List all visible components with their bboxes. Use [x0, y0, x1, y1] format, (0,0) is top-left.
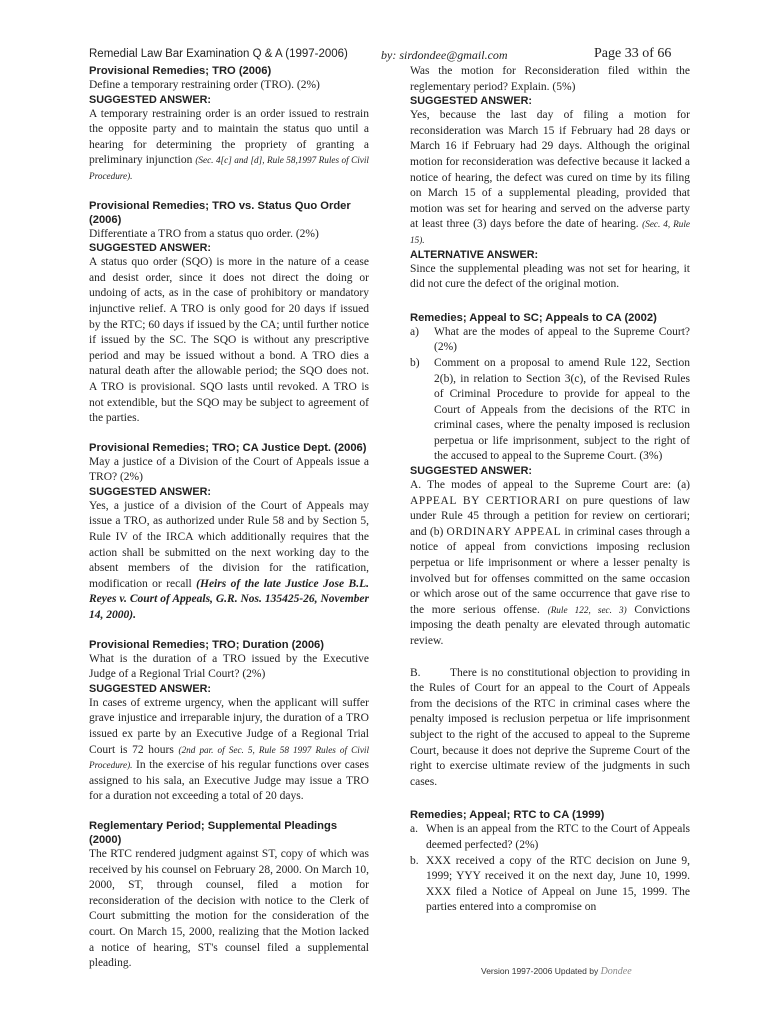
answer-body: Yes, because the last day of filing a motion for reconsideration was March 15 if February had 28 days or March 16 if February had 29 days. Although the original motion for reconsideration was defective because it lacked a notice of hearing, the defect was cured on time by its filing on March 15 of a supplemental pleading, provided that motion was set for hearing and served on the adverse party at least three (3) days before the date of hearing.: [410, 109, 690, 231]
suggested-answer-label: SUGGESTED ANSWER:: [410, 465, 532, 478]
list-item: [410, 822, 690, 853]
section-heading: Remedies; Appeal; RTC to CA (1999): [410, 809, 605, 822]
answer-body-cont: In the exercise of his regular functions over cases assigned to his sala, an Executive Judge may issue a TRO for a duration not exceeding a total of 20 days.: [89, 759, 369, 803]
spacer: [89, 624, 369, 638]
answer-body: on pure questions of law under Rule 45 through a petition for review on certiorari; and (b): [410, 494, 690, 538]
item-label: b.: [410, 854, 419, 867]
item-text: When is an appeal from the RTC to the Court of Appeals deemed perfected? (2%): [426, 823, 690, 851]
question-text: The RTC rendered judgment against ST, copy of which was received by his counsel on February 28, 2000. On March 10, 2000, ST, through counsel, filed a motion for reconsideration of the decision with notice to the Clerk of Court submitting the motion for the consideration of the court. On March 15, 2000, realizing that the Motion lacked a notice of hearing, ST's counsel filed a supplemental pleading.: [89, 847, 369, 970]
item-label: a): [410, 325, 419, 338]
suggested-answer-label: SUGGESTED ANSWER:: [89, 485, 211, 498]
page-total: 66: [657, 46, 672, 61]
spacer: [89, 185, 369, 199]
answer-body: in criminal cases through a notice of appeal from convictions imposing reclusion perpetua or life imprisonment or where a lesser penalty is involved but for offenses committed on the same occasion or which arose out of the same occurrence that gave rise to the more serious offense.: [410, 525, 690, 616]
question-list: [410, 822, 690, 916]
suggested-answer-label: SUGGESTED ANSWER:: [89, 682, 211, 695]
section-heading: Provisional Remedies; TRO; CA Justice Dept. (2006): [89, 441, 367, 454]
answer-text: [89, 499, 369, 624]
answer-body: Yes, a justice of a division of the Court of Appeals may issue a TRO, as authorized under Rule 58 and by Section 5, Rule IV of the IRCA which additionally requires that the action shall be submitted on the next working day to the absent members of the division for the ratification, modification or recall: [89, 499, 369, 590]
citation: (Heirs of the late Justice Jose B.L. Reyes v. Court of Appeals, G.R. Nos. 135425-26, November 14, 2000).: [89, 577, 370, 622]
question-text: What is the duration of a TRO issued by the Executive Judge of a Regional Trial Court? (2%): [89, 652, 369, 681]
page-label: Page 33 of: [594, 46, 654, 61]
answer-text: [89, 107, 369, 185]
item-text: Comment on a proposal to amend Rule 122, Section 2(b), in relation to Section 3(c), of the Revised Rules of Criminal Procedure to provide for appeal to the Court of Appeals from the decisions of the RTC in criminal cases, where the penalty imposed is reclusion perpetua or life imprisonment, subject to the right of the accused to appeal to the Supreme Court. (3%): [434, 356, 690, 463]
list-item: [410, 325, 690, 356]
section-tro-ca-justice: [89, 441, 369, 624]
author-signature: Dondee: [600, 966, 632, 977]
item-text: XXX received a copy of the RTC decision on June 9, 1999; YYY received it on the next day, June 10, 1999. XXX filed a Notice of Appeal on June 15, 1999. The parties entered into a compromise on: [426, 854, 690, 914]
citation: (Sec. 4, Rule 15).: [410, 219, 691, 245]
page-number: [594, 46, 671, 62]
alternative-answer-label: ALTERNATIVE ANSWER:: [410, 248, 539, 261]
question-text: Define a temporary restraining order (TRO). (2%): [89, 79, 320, 91]
answer-body: A. The modes of appeal to the Supreme Court are: (a): [410, 479, 690, 492]
appeal-mode-term: APPEAL BY CERTIORARI: [410, 494, 561, 507]
section-heading: Provisional Remedies; TRO vs. Status Quo Order (2006): [89, 199, 351, 226]
answer-body: In cases of extreme urgency, when the applicant will suffer grave injustice and irreparable injury, the duration of a TRO issued ex parte by an Executive Judge of a Regional Trial Court is 72 hours: [89, 696, 369, 756]
suggested-answer-label: SUGGESTED ANSWER:: [410, 95, 532, 108]
citation: (2nd par. of Sec. 5, Rule 58 1997 Rules of Civil Procedure).: [89, 744, 370, 771]
spacer: [410, 650, 690, 666]
section-reglementary-period: [89, 819, 369, 972]
section-appeal-rtc-ca: [410, 808, 690, 916]
answer-body: Convictions imposing the death penalty are elevated through automatic review.: [410, 603, 691, 647]
page-header: [0, 46, 768, 66]
section-heading: Remedies; Appeal to SC; Appeals to CA (2002): [410, 311, 657, 324]
spacer: [410, 790, 690, 808]
section-reglementary-period-cont: [410, 64, 690, 293]
list-item: [410, 854, 690, 916]
answer-a-text: [410, 478, 690, 650]
answer-text: A status quo order (SQO) is more in the nature of a cease and desist order, since it does not direct the doing or undoing of acts, as in the case of prohibitory or mandatory injunctive relief. A TRO is only good for 20 days if issued by the RTC; 60 days if issued by the CA; until further notice if issued by the SC. The SQO is without any prescriptive period and may be issued without a bond. A TRO dies a natural death after the allowable period; the SQO does not. A TRO is provisional. SQO lasts until revoked. A TRO is not extendible, but the SQO may be subject to agreement of the parties.: [89, 256, 369, 425]
spacer: [410, 293, 690, 311]
spacer: [89, 427, 369, 441]
section-tro-vs-sqo: [89, 199, 369, 427]
item-label: a.: [410, 823, 418, 836]
list-item: [410, 356, 690, 465]
footer-text: Version 1997-2006 Updated by: [481, 966, 599, 976]
question-text: Was the motion for Reconsideration filed within the reglementary period? Explain. (5%): [410, 65, 690, 93]
author-email[interactable]: sirdondee@gmail.com: [399, 48, 508, 62]
byline-prefix: by:: [381, 48, 397, 62]
section-heading: Provisional Remedies; TRO; Duration (2006): [89, 638, 324, 651]
section-heading: Provisional Remedies; TRO (2006): [89, 65, 272, 77]
citation: (Sec. 4[c] and [d], Rule 58,1997 Rules of Civil Procedure).: [89, 155, 369, 181]
right-column: [410, 64, 693, 916]
answer-text: [410, 108, 690, 248]
item-label: b): [410, 356, 420, 369]
answer-b-text: B. There is no constitutional objection to providing in the Rules of Court for an appeal to the Court of Appeals from the decisions of the RTC in criminal cases where the penalty imposed is reclusion perpetua or life imprisonment subject to the right of the accused to appeal to the Supreme Court, because it does not deprive the Supreme Court of the right to exercise ultimate review of the judgments in such cases.: [410, 666, 693, 788]
page-footer: [481, 966, 632, 977]
suggested-answer-label: SUGGESTED ANSWER:: [89, 93, 211, 106]
question-list: [410, 325, 690, 465]
spacer: [89, 805, 369, 819]
section-appeal-sc-ca: [410, 311, 693, 791]
document-title: Remedial Law Bar Examination Q & A (1997-2006): [89, 48, 348, 60]
author-byline: [381, 48, 508, 63]
answer-body: A temporary restraining order is an order issued to restrain the opposite party and to maintain the status quo until a hearing for determining the propriety of granting a preliminary injunction: [89, 107, 369, 167]
section-tro-duration: [89, 638, 369, 805]
answer-text: [89, 696, 369, 805]
section-heading: Reglementary Period; Supplemental Pleadings (2000): [89, 819, 338, 846]
citation: (Rule 122, sec. 3): [547, 604, 627, 615]
item-text: What are the modes of appeal to the Supreme Court? (2%): [434, 325, 690, 354]
alternative-answer-text: Since the supplemental pleading was not set for hearing, it did not cure the defect of the original motion.: [410, 262, 690, 291]
left-column: [89, 64, 369, 972]
section-tro-definition: [89, 64, 369, 185]
appeal-mode-term: ORDINARY APPEAL: [446, 525, 562, 538]
suggested-answer-label: SUGGESTED ANSWER:: [89, 242, 211, 255]
question-text: May a justice of a Division of the Court of Appeals issue a TRO? (2%): [89, 455, 369, 484]
question-text: Differentiate a TRO from a status quo order. (2%): [89, 227, 319, 240]
